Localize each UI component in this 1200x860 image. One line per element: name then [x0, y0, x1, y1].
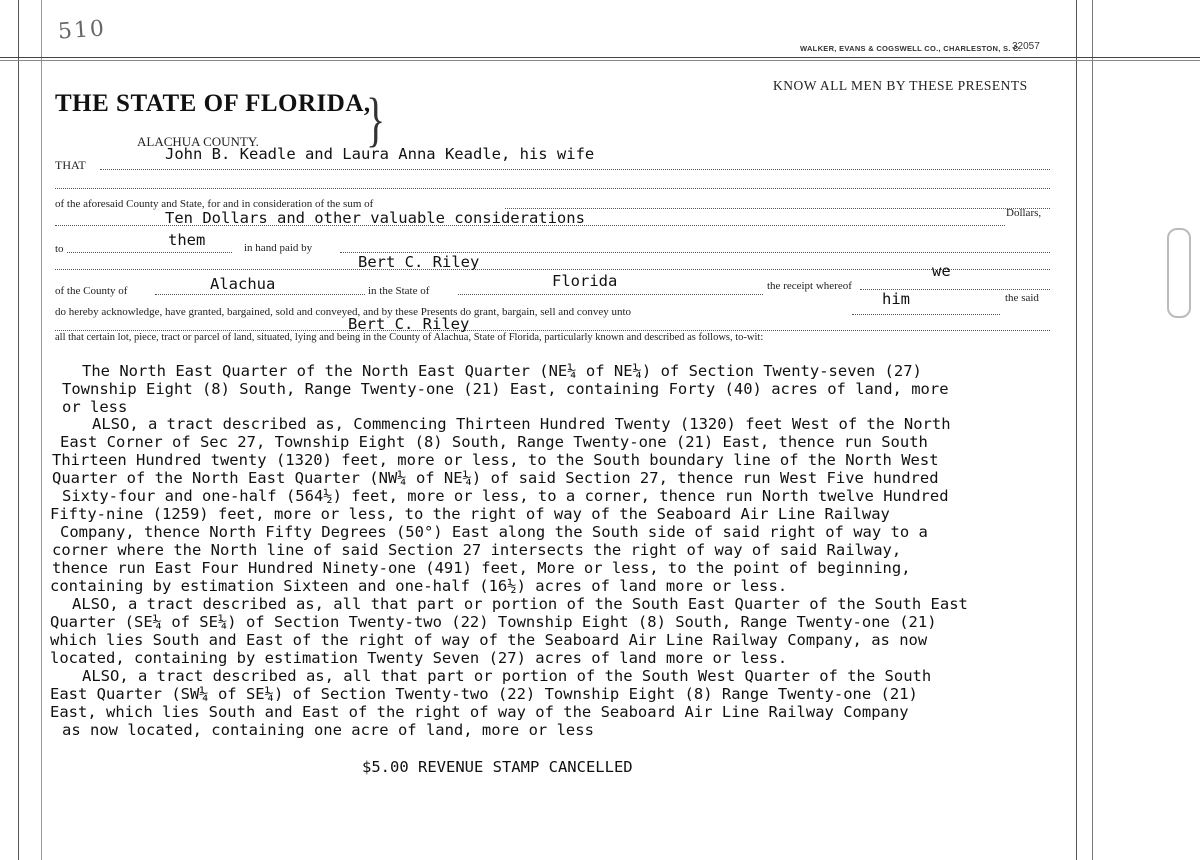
legal-line: Quarter of the North East Quarter (NW¼ of NE¼) of said Section 27, thence run West Five hundred: [52, 469, 939, 487]
grantee-value: Bert C. Riley: [348, 315, 470, 333]
legal-line: Company, thence North Fifty Degrees (50°) East along the South side of said right of way to a: [60, 523, 928, 541]
of-county-label: of the County of: [55, 285, 128, 297]
legal-line: East Corner of Sec 27, Township Eight (8) South, Range Twenty-one (21) East, thence run South: [60, 433, 928, 451]
legal-line: located, containing by estimation Twenty Seven (27) acres of land more or less.: [50, 649, 788, 667]
paid-by-label: in hand paid by: [244, 242, 313, 254]
to-line: [67, 252, 232, 253]
payer-line: [55, 269, 1050, 270]
grantee-pronoun-value: him: [882, 290, 910, 308]
legal-line: ALSO, a tract described as, all that part or portion of the South West Quarter of the South: [82, 667, 932, 685]
to-label: to: [55, 243, 64, 255]
grantors-line: [100, 169, 1050, 170]
payer-county-value: Alachua: [210, 275, 276, 293]
receipt-label: the receipt whereof: [767, 280, 852, 292]
legal-line: as now located, containing one acre of land, more or less: [62, 721, 594, 739]
legal-line: East, which lies South and East of the right of way of the Seaboard Air Line Railway Company: [50, 703, 909, 721]
header-rule: [0, 57, 1200, 58]
bracket-mark: }: [366, 85, 386, 153]
revenue-stamp-note: $5.00 REVENUE STAMP CANCELLED: [362, 758, 633, 776]
binder-hole-mark: [1167, 228, 1191, 318]
in-state-label: in the State of: [368, 285, 430, 297]
legal-line: thence run East Four Hundred Ninety-one (491) feet, More or less, to the point of beginning,: [52, 559, 911, 577]
legal-line: The North East Quarter of the North East Quarter (NE¼ of NE¼) of Section Twenty-seven (27): [82, 362, 922, 380]
grantors-value: John B. Keadle and Laura Anna Keadle, his wife: [165, 145, 595, 163]
legal-line: Fifty-nine (1259) feet, more or less, to the right of way of the Seaboard Air Line Railway: [50, 505, 890, 523]
right-margin-rule-outer: [1092, 0, 1093, 860]
legal-line: Township Eight (8) South, Range Twenty-one (21) East, containing Forty (40) acres of land, more: [62, 380, 949, 398]
legal-line: containing by estimation Sixteen and one-half (16½) acres of land more or less.: [50, 577, 788, 595]
grantee-pronoun-line: [852, 314, 1000, 315]
state-line: [458, 294, 763, 295]
left-margin-rule: [18, 0, 19, 860]
consideration-dot-line: [505, 208, 1050, 209]
left-margin-rule-inner: [41, 0, 42, 860]
land-clause: all that certain lot, piece, tract or parcel of land, situated, lying and being in the County of Alachua, State of Florida, particularly known and described as follows, to-wit:: [55, 332, 764, 343]
legal-line: corner where the North line of said Section 27 intersects the right of way of said Railway,: [52, 541, 902, 559]
that-label: THAT: [55, 158, 86, 172]
right-margin-rule: [1076, 0, 1077, 860]
state-heading: THE STATE OF FLORIDA,: [55, 90, 371, 117]
blank-line: [55, 188, 1050, 189]
paid-to-value: them: [168, 231, 206, 249]
legal-line: Sixty-four and one-half (564½) feet, more or less, to a corner, thence run North twelve Hundred: [62, 487, 949, 505]
payer-state-value: Florida: [552, 272, 618, 290]
legal-line: ALSO, a tract described as, Commencing Thirteen Hundred Twenty (1320) feet West of the North: [92, 415, 951, 433]
grant-clause: do hereby acknowledge, have granted, bargained, sold and conveyed, and by these Presents do grant, bargain, sell and convey unto: [55, 306, 632, 318]
legal-line: which lies South and East of the right of way of the Seaboard Air Line Railway Company, as now: [50, 631, 928, 649]
county-line: [155, 294, 365, 295]
legal-line: ALSO, a tract described as, all that part or portion of the South East Quarter of the South East: [72, 595, 968, 613]
county-label: ALACHUA COUNTY.: [137, 134, 259, 149]
legal-line: East Quarter (SW¼ of SE¼) of Section Twenty-two (22) Township Eight (8) Range Twenty-one (21): [50, 685, 918, 703]
consideration-label: of the aforesaid County and State, for and in consideration of the sum of: [55, 198, 374, 210]
the-said-label: the said: [1005, 292, 1039, 304]
page-number: 510: [57, 16, 107, 45]
receipt-by-value: we: [932, 262, 951, 280]
consideration-amount: Ten Dollars and other valuable considerations: [165, 209, 585, 227]
dollars-word: Dollars,: [1006, 207, 1042, 219]
legal-line: Thirteen Hundred twenty (1320) feet, more or less, to the South boundary line of the North West: [52, 451, 939, 469]
preamble-heading: KNOW ALL MEN BY THESE PRESENTS: [773, 78, 1028, 93]
payer-value: Bert C. Riley: [358, 253, 480, 271]
header-rule-second: [0, 60, 1200, 61]
legal-line: Quarter (SE¼ of SE¼) of Section Twenty-two (22) Township Eight (8) South, Range Twenty-one (21): [50, 613, 937, 631]
legal-line: or less: [62, 398, 128, 416]
printer-imprint: WALKER, EVANS & COGSWELL CO., CHARLESTON, S. C.: [800, 44, 1022, 53]
consideration-line: [55, 225, 1005, 226]
form-number: 32057: [1012, 41, 1040, 52]
